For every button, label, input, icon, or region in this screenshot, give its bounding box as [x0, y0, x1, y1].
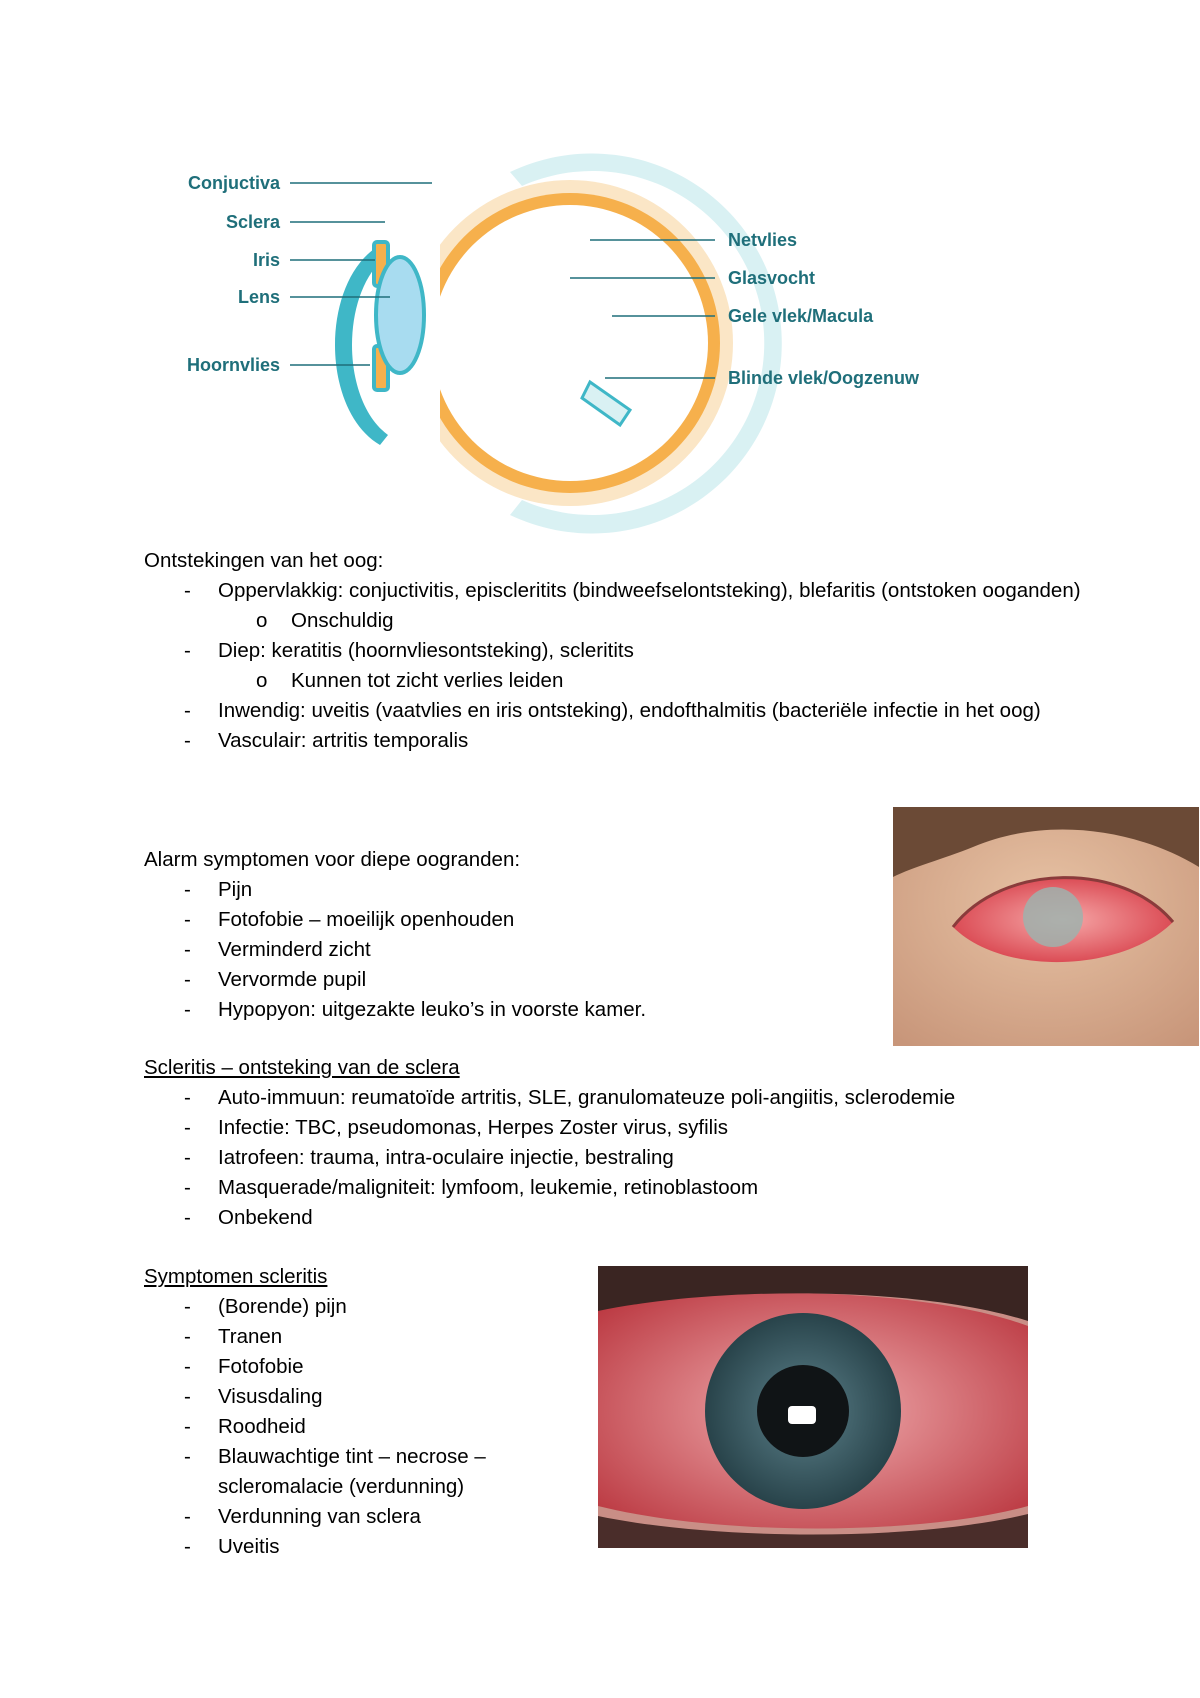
heading-scleritis: Scleritis – ontsteking van de sclera [144, 1056, 460, 1079]
list-item: - Infectie: TBC, pseudomonas, Herpes Zoster virus, syfilis [144, 1113, 1084, 1143]
list-item: - Uveitis [144, 1532, 584, 1562]
label-glasvocht: Glasvocht [728, 268, 816, 288]
vitreous-shape [432, 205, 708, 481]
list-item [144, 576, 1084, 636]
list-item: - Pijn [144, 875, 864, 905]
list-item-text: Diep: keratitis (hoornvliesontsteking), scleritits [218, 639, 634, 662]
list-item: - Blauwachtige tint – necrose – scleromalacie (verdunning) [144, 1442, 584, 1502]
list-item-text: Vasculair: artritis temporalis [218, 729, 469, 752]
list-item: - Roodheid [144, 1412, 584, 1442]
list-ontstekingen [144, 576, 1084, 756]
scleritis-eye-photo [598, 1266, 1028, 1548]
section-symptomen [144, 1262, 584, 1562]
label-blinde-vlek: Blinde vlek/Oogzenuw [728, 368, 920, 388]
heading-ontstekingen: Ontstekingen van het oog: [144, 549, 384, 572]
heading-symptomen: Symptomen scleritis [144, 1265, 328, 1288]
list-item: - Verdunning van sclera [144, 1502, 584, 1532]
list-item: - Iatrofeen: trauma, intra-oculaire injectie, bestraling [144, 1143, 1084, 1173]
list-alarm [144, 875, 864, 1025]
label-conjuctiva: Conjuctiva [187, 173, 280, 193]
label-sclera: Sclera [225, 212, 280, 232]
list-item-text: Oppervlakkig: conjuctivitis, episcleritits (bindweefselontsteking), blefaritis (ontstoken ooganden) [218, 579, 1081, 602]
label-iris: Iris [252, 250, 280, 270]
inflamed-eye-photo [893, 807, 1199, 1046]
list-item: - Onbekend [144, 1203, 1084, 1233]
list-scleritis [144, 1083, 1084, 1233]
list-item [144, 636, 1084, 696]
list-item-text: Inwendig: uveitis (vaatvlies en iris ontsteking), endofthalmitis (bacteriële infectie in het oog) [218, 699, 1041, 722]
label-lens: Lens [237, 287, 280, 307]
label-macula: Gele vlek/Macula [728, 306, 874, 326]
list-item: - Visusdaling [144, 1382, 584, 1412]
label-netvlies: Netvlies [728, 230, 798, 250]
section-alarm [144, 845, 864, 1025]
list-item: - Fotofobie [144, 1352, 584, 1382]
lens-shape [376, 257, 424, 373]
list-item: - Vervormde pupil [144, 965, 864, 995]
list-item [144, 696, 1084, 726]
sub-list-item: o Kunnen tot zicht verlies leiden [218, 666, 1084, 696]
list-item: - Auto-immuun: reumatoïde artritis, SLE, granulomateuze poli-angiitis, sclerodemie [144, 1083, 1084, 1113]
sub-list-item: o Onschuldig [218, 606, 1084, 636]
label-hoornvlies: Hoornvlies [186, 355, 280, 375]
eye-anatomy-diagram [150, 150, 1050, 540]
section-ontstekingen [144, 546, 1084, 756]
list-item: - Fotofobie – moeilijk openhouden [144, 905, 864, 935]
list-item: - Hypopyon: uitgezakte leuko’s in voorste kamer. [144, 995, 864, 1025]
list-item: - Tranen [144, 1322, 584, 1352]
heading-alarm: Alarm symptomen voor diepe oogranden: [144, 848, 521, 871]
list-symptomen [144, 1292, 584, 1562]
list-item: - Verminderd zicht [144, 935, 864, 965]
list-item: - Masquerade/maligniteit: lymfoom, leukemie, retinoblastoom [144, 1173, 1084, 1203]
list-item [144, 726, 1084, 756]
list-item: - (Borende) pijn [144, 1292, 584, 1322]
section-scleritis [144, 1053, 1084, 1233]
